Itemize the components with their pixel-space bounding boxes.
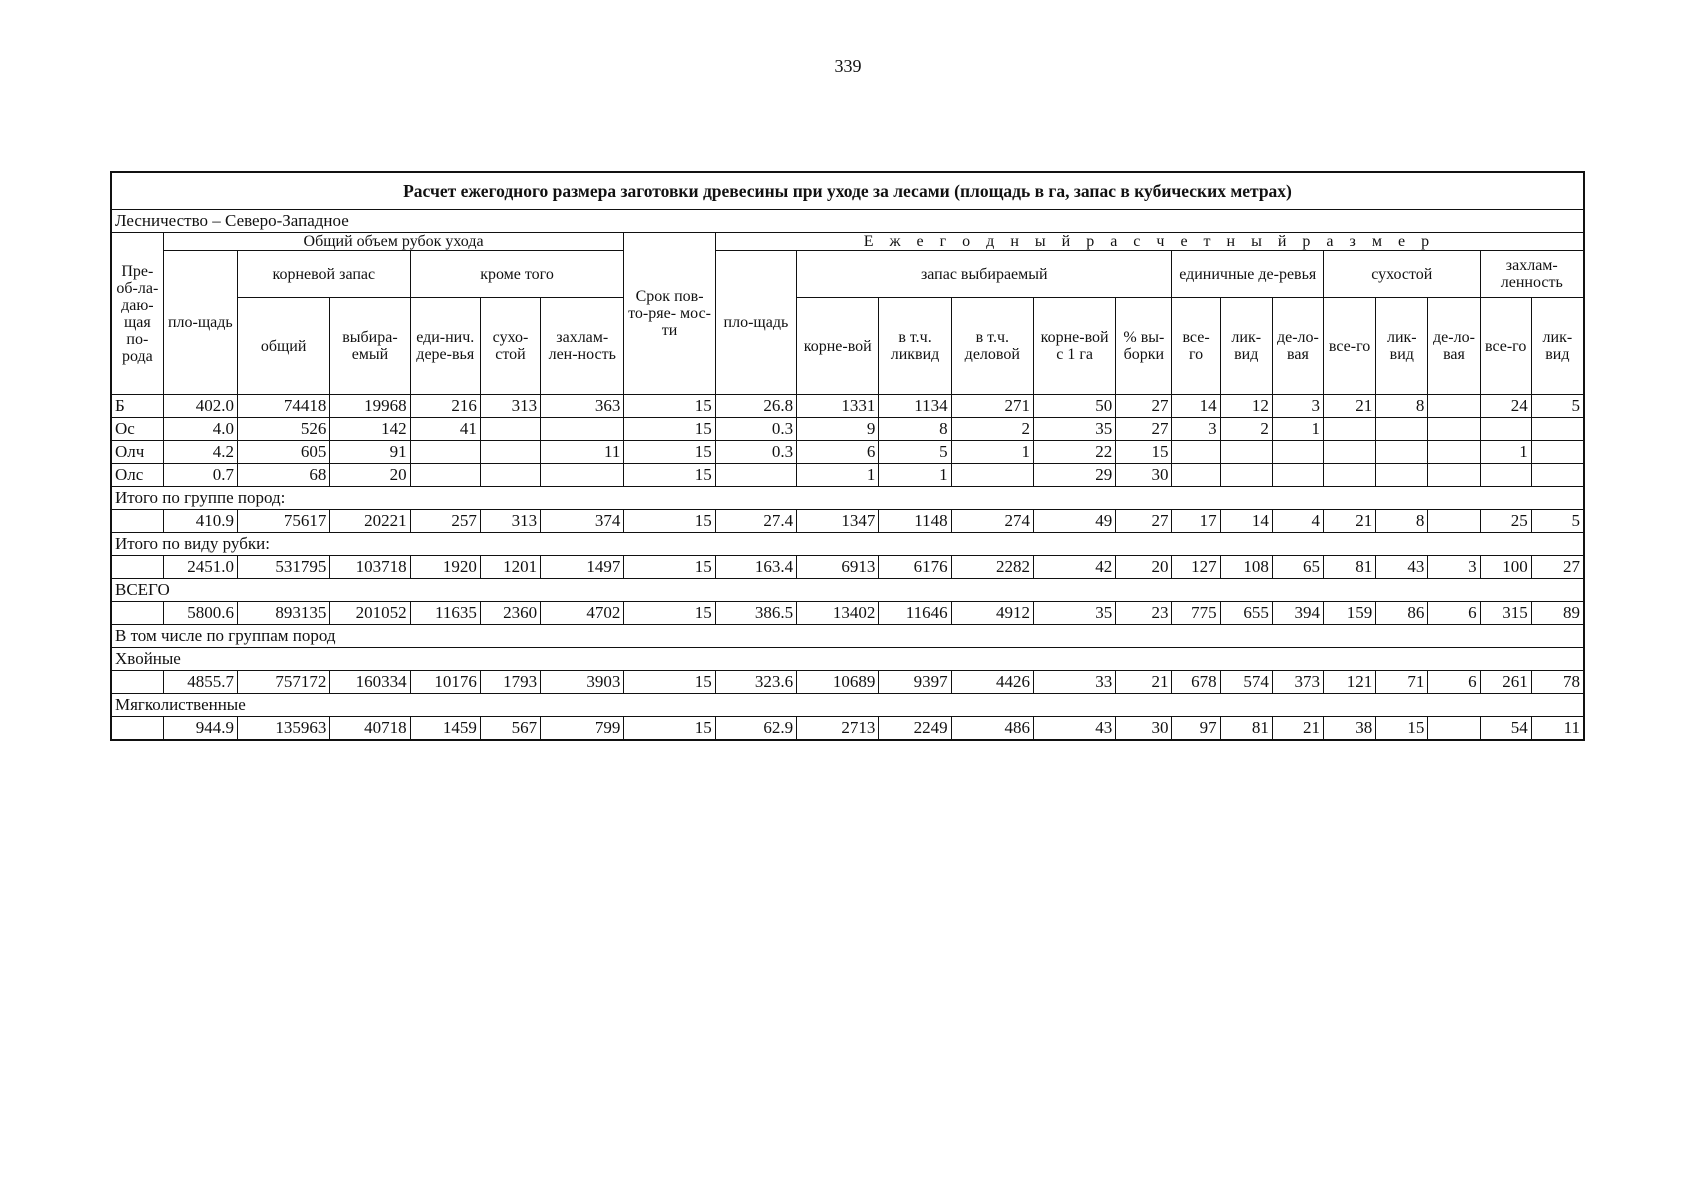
table-cell: 20: [330, 464, 410, 487]
table-cell: 3: [1272, 395, 1323, 418]
species-row: [111, 464, 1584, 487]
table-cell: 10689: [797, 671, 879, 694]
header-dead-total: все-го: [1324, 298, 1376, 395]
table-cell: 78: [1531, 671, 1584, 694]
table-cell: 1201: [480, 556, 540, 579]
table-cell: 15: [624, 602, 715, 625]
table-cell: 261: [1480, 671, 1531, 694]
group-label: Итого по виду рубки:: [111, 533, 1584, 556]
table-cell: 54: [1480, 717, 1531, 741]
table-cell: 1: [879, 464, 951, 487]
table-cell: 274: [951, 510, 1033, 533]
table-cell: 49: [1033, 510, 1115, 533]
table-cell: 75617: [237, 510, 329, 533]
table-cell: 65: [1272, 556, 1323, 579]
table-cell: 410.9: [163, 510, 237, 533]
species-row: [111, 395, 1584, 418]
subgroup-total-row: [111, 671, 1584, 694]
table-cell: [1531, 441, 1584, 464]
table-cell: 9: [797, 418, 879, 441]
header-general: общий: [237, 298, 329, 395]
header-incl-liquid: в т.ч. ликвид: [879, 298, 951, 395]
header-dead-standing: сухо-стой: [480, 298, 540, 395]
table-cell: 5: [1531, 510, 1584, 533]
table-cell: 12: [1220, 395, 1272, 418]
header-root-stock: корневой запас: [237, 251, 410, 298]
table-cell: [1324, 441, 1376, 464]
table-cell: 5: [879, 441, 951, 464]
table-cell: [1531, 418, 1584, 441]
group-label: Хвойные: [111, 648, 1584, 671]
table-cell: 14: [1220, 510, 1272, 533]
forestry-label: Лесничество – Северо-Западное: [111, 210, 1584, 233]
table-cell: 4.2: [163, 441, 237, 464]
table-cell: 135963: [237, 717, 329, 741]
table-cell: 373: [1272, 671, 1323, 694]
table-cell: 4.0: [163, 418, 237, 441]
species-rows: [111, 395, 1584, 487]
table-cell: 271: [951, 395, 1033, 418]
table-cell: 2: [951, 418, 1033, 441]
table-cell: 2: [1220, 418, 1272, 441]
table-cell: [1376, 464, 1428, 487]
table-cell: [1172, 464, 1220, 487]
table-cell: 1793: [480, 671, 540, 694]
table-cell: 27: [1116, 510, 1172, 533]
table-cell: 567: [480, 717, 540, 741]
table-cell: [410, 464, 480, 487]
header-single-total: все-го: [1172, 298, 1220, 395]
table-cell: 43: [1376, 556, 1428, 579]
table-cell: 526: [237, 418, 329, 441]
header-clutter-group: захлам-ленность: [1480, 251, 1584, 298]
table-cell: 0.3: [715, 418, 796, 441]
table-cell: 38: [1324, 717, 1376, 741]
table-cell: 6: [1428, 602, 1480, 625]
table-cell: 35: [1033, 418, 1115, 441]
table-cell: [1531, 464, 1584, 487]
group-total-row: [111, 556, 1584, 579]
table-cell: 86: [1376, 602, 1428, 625]
table-cell: [1480, 418, 1531, 441]
table-cell: [1324, 418, 1376, 441]
table-cell: 43: [1033, 717, 1115, 741]
group-total-row: [111, 602, 1584, 625]
table-cell: 11: [1531, 717, 1584, 741]
table-cell: [1428, 717, 1480, 741]
table-cell: 8: [1376, 395, 1428, 418]
header-single-business: де-ло-вая: [1272, 298, 1323, 395]
table-cell: 1331: [797, 395, 879, 418]
header-dead-liquid: лик-вид: [1376, 298, 1428, 395]
table-cell: 81: [1220, 717, 1272, 741]
table-cell: 257: [410, 510, 480, 533]
header-pct-selection: % вы-борки: [1116, 298, 1172, 395]
table-cell: 15: [624, 418, 715, 441]
table-title: Расчет ежегодного размера заготовки древесины при уходе за лесами (площадь в га, запас в кубических метрах): [111, 172, 1584, 210]
table-cell: 8: [879, 418, 951, 441]
table-cell: 486: [951, 717, 1033, 741]
table-cell: 68: [237, 464, 329, 487]
table-cell: 42: [1033, 556, 1115, 579]
table-cell: 605: [237, 441, 329, 464]
table-cell: 0.7: [163, 464, 237, 487]
table-cell: 14: [1172, 395, 1220, 418]
species-row: [111, 441, 1584, 464]
row-label-cell: [111, 671, 163, 694]
table-cell: 1497: [541, 556, 624, 579]
table-cell: 799: [541, 717, 624, 741]
header-dead-standing-group: сухостой: [1324, 251, 1481, 298]
table-cell: 3: [1172, 418, 1220, 441]
subgroup-heading-row: [111, 694, 1584, 717]
table-cell: [1220, 441, 1272, 464]
table-cell: [1480, 464, 1531, 487]
table-cell: 1: [1272, 418, 1323, 441]
table-cell: 11635: [410, 602, 480, 625]
table-cell: 27.4: [715, 510, 796, 533]
table-cell: 11646: [879, 602, 951, 625]
table-cell: [1428, 418, 1480, 441]
table-cell: 4426: [951, 671, 1033, 694]
table-cell: 6: [797, 441, 879, 464]
table-cell: 1: [951, 441, 1033, 464]
table-cell: 142: [330, 418, 410, 441]
table-cell: 2713: [797, 717, 879, 741]
header-selected-stock: запас выбираемый: [797, 251, 1172, 298]
row-label-cell: [111, 717, 163, 741]
table-cell: [1428, 464, 1480, 487]
table-cell: 4: [1272, 510, 1323, 533]
table-cell: 6913: [797, 556, 879, 579]
page-number: 339: [834, 56, 862, 76]
harvest-calculation-table: [110, 171, 1585, 741]
table-cell: 1148: [879, 510, 951, 533]
table-cell: 5: [1531, 395, 1584, 418]
table-cell: 1: [1480, 441, 1531, 464]
table-cell: 89: [1531, 602, 1584, 625]
table-cell: 19968: [330, 395, 410, 418]
table-cell: 159: [1324, 602, 1376, 625]
header-single-trees: еди-нич. дере-вья: [410, 298, 480, 395]
table-cell: 108: [1220, 556, 1272, 579]
subgroup-heading-row: [111, 648, 1584, 671]
table-cell: 15: [624, 556, 715, 579]
table-cell: [541, 464, 624, 487]
header-besides: кроме того: [410, 251, 624, 298]
table-cell: 22: [1033, 441, 1115, 464]
header-annual: Е ж е г о д н ы й р а с ч е т н ы й р а з м е р: [715, 233, 1584, 251]
table-cell: 6: [1428, 671, 1480, 694]
table-cell: [1324, 464, 1376, 487]
group-heading-row: [111, 487, 1584, 510]
table-cell: [1272, 464, 1323, 487]
table-cell: [951, 464, 1033, 487]
table-cell: [1220, 464, 1272, 487]
header-period: Срок пов- то-ряе- мос-ти: [624, 233, 715, 395]
header-root-per-ha: корне-вой с 1 га: [1033, 298, 1115, 395]
table-cell: 323.6: [715, 671, 796, 694]
table-cell: 15: [624, 671, 715, 694]
table-cell: [1428, 441, 1480, 464]
table-cell: 531795: [237, 556, 329, 579]
group-label: ВСЕГО: [111, 579, 1584, 602]
header-area: пло-щадь: [163, 251, 237, 395]
table-cell: [480, 418, 540, 441]
header-incl-business: в т.ч. деловой: [951, 298, 1033, 395]
table-cell: 27: [1531, 556, 1584, 579]
header-annual-area: пло-щадь: [715, 251, 796, 395]
table-cell: 315: [1480, 602, 1531, 625]
group-label: Итого по группе пород:: [111, 487, 1584, 510]
header-selected: выбира-емый: [330, 298, 410, 395]
group-rows: [111, 487, 1584, 741]
table-cell: 27: [1116, 418, 1172, 441]
table-cell: [480, 441, 540, 464]
header-total-volume: Общий объем рубок ухода: [163, 233, 624, 251]
header-clutter: захлам-лен-ность: [541, 298, 624, 395]
table-cell: 20: [1116, 556, 1172, 579]
species-row: [111, 418, 1584, 441]
table-cell: [480, 464, 540, 487]
group-label: В том числе по группам пород: [111, 625, 1584, 648]
table-cell: 27: [1116, 395, 1172, 418]
table-cell: 20221: [330, 510, 410, 533]
table-cell: [1172, 441, 1220, 464]
header-single-liquid: лик-вид: [1220, 298, 1272, 395]
table-cell: 1: [797, 464, 879, 487]
table-cell: 313: [480, 395, 540, 418]
table-cell: 2360: [480, 602, 540, 625]
table-cell: 91: [330, 441, 410, 464]
table-cell: 40718: [330, 717, 410, 741]
table-cell: 678: [1172, 671, 1220, 694]
table-cell: 944.9: [163, 717, 237, 741]
header-species: Пре-об-ла-даю-щая по-рода: [111, 233, 163, 395]
table-cell: 15: [1376, 717, 1428, 741]
table-cell: 1920: [410, 556, 480, 579]
table-cell: 24: [1480, 395, 1531, 418]
row-label-cell: [111, 556, 163, 579]
header-dead-business: де-ло-вая: [1428, 298, 1480, 395]
table-cell: 103718: [330, 556, 410, 579]
table-cell: 15: [1116, 441, 1172, 464]
table-cell: 30: [1116, 717, 1172, 741]
table-cell: 21: [1116, 671, 1172, 694]
table-cell: 394: [1272, 602, 1323, 625]
table-cell: [1272, 441, 1323, 464]
group-heading-row: [111, 533, 1584, 556]
table-cell: 1347: [797, 510, 879, 533]
table-cell: 127: [1172, 556, 1220, 579]
table-cell: 0.3: [715, 441, 796, 464]
table-cell: 13402: [797, 602, 879, 625]
row-label-cell: [111, 602, 163, 625]
table-cell: 97: [1172, 717, 1220, 741]
table-cell: 363: [541, 395, 624, 418]
table-cell: 4855.7: [163, 671, 237, 694]
table-cell: 201052: [330, 602, 410, 625]
table-cell: 216: [410, 395, 480, 418]
table-cell: 15: [624, 395, 715, 418]
table-cell: 402.0: [163, 395, 237, 418]
table-cell: 574: [1220, 671, 1272, 694]
table-cell: 62.9: [715, 717, 796, 741]
table-cell: 15: [624, 717, 715, 741]
table-cell: 25: [1480, 510, 1531, 533]
group-total-row: [111, 510, 1584, 533]
table-cell: 41: [410, 418, 480, 441]
table-cell: 81: [1324, 556, 1376, 579]
row-label-cell: Ос: [111, 418, 163, 441]
header-root: корне-вой: [797, 298, 879, 395]
table-cell: 893135: [237, 602, 329, 625]
row-label-cell: Олс: [111, 464, 163, 487]
row-label-cell: Олч: [111, 441, 163, 464]
table-cell: 50: [1033, 395, 1115, 418]
table-cell: [1376, 441, 1428, 464]
table-cell: 2451.0: [163, 556, 237, 579]
row-label-cell: [111, 510, 163, 533]
table-cell: 35: [1033, 602, 1115, 625]
group-label: Мягколиственные: [111, 694, 1584, 717]
table-cell: 775: [1172, 602, 1220, 625]
table-cell: 1134: [879, 395, 951, 418]
table-cell: 11: [541, 441, 624, 464]
table-cell: 15: [624, 464, 715, 487]
subgroup-total-row: [111, 717, 1584, 741]
table-cell: [541, 418, 624, 441]
table-cell: 313: [480, 510, 540, 533]
table-cell: 30: [1116, 464, 1172, 487]
table-cell: 10176: [410, 671, 480, 694]
table-cell: 4702: [541, 602, 624, 625]
table-cell: 17: [1172, 510, 1220, 533]
table-cell: 5800.6: [163, 602, 237, 625]
table-cell: 3: [1428, 556, 1480, 579]
table-cell: [1376, 418, 1428, 441]
table-cell: 1459: [410, 717, 480, 741]
table-cell: [715, 464, 796, 487]
table-cell: 21: [1272, 717, 1323, 741]
table-cell: 374: [541, 510, 624, 533]
row-label-cell: Б: [111, 395, 163, 418]
table-cell: 15: [624, 441, 715, 464]
table-cell: 2282: [951, 556, 1033, 579]
table-cell: 21: [1324, 395, 1376, 418]
table-cell: 4912: [951, 602, 1033, 625]
header-clutter-total: все-го: [1480, 298, 1531, 395]
table-cell: 15: [624, 510, 715, 533]
table-cell: 121: [1324, 671, 1376, 694]
table-cell: 29: [1033, 464, 1115, 487]
table-cell: [1428, 395, 1480, 418]
table-cell: [1428, 510, 1480, 533]
table-cell: 23: [1116, 602, 1172, 625]
header-clutter-liquid: лик-вид: [1531, 298, 1584, 395]
table-cell: 26.8: [715, 395, 796, 418]
table-cell: 8: [1376, 510, 1428, 533]
table-cell: 757172: [237, 671, 329, 694]
table-cell: 100: [1480, 556, 1531, 579]
table-cell: 386.5: [715, 602, 796, 625]
table-cell: 3903: [541, 671, 624, 694]
table-cell: 6176: [879, 556, 951, 579]
header-single-trees-group: единичные де-ревья: [1172, 251, 1324, 298]
table-cell: 2249: [879, 717, 951, 741]
group-heading-row: [111, 579, 1584, 602]
table-cell: 21: [1324, 510, 1376, 533]
table-cell: [410, 441, 480, 464]
table-cell: 655: [1220, 602, 1272, 625]
table-cell: 160334: [330, 671, 410, 694]
table-cell: 33: [1033, 671, 1115, 694]
table-cell: 163.4: [715, 556, 796, 579]
table-cell: 71: [1376, 671, 1428, 694]
table-cell: 9397: [879, 671, 951, 694]
table-cell: 74418: [237, 395, 329, 418]
by-groups-heading-row: [111, 625, 1584, 648]
